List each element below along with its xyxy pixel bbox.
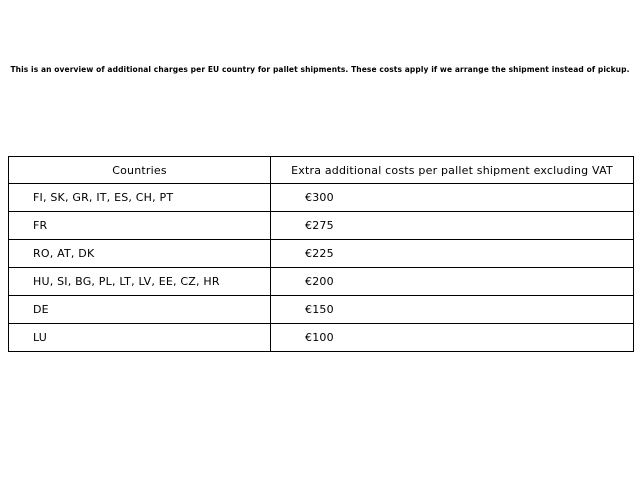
countries-cell: FR [9,212,271,240]
cost-cell: €100 [271,324,634,352]
header-countries: Countries [9,157,271,184]
charges-table [8,156,634,352]
cost-cell: €225 [271,240,634,268]
table-row [9,212,634,240]
countries-cell: RO, AT, DK [9,240,271,268]
countries-cell: FI, SK, GR, IT, ES, CH, PT [9,184,271,212]
table-row [9,296,634,324]
table-row [9,268,634,296]
cost-cell: €150 [271,296,634,324]
countries-cell: LU [9,324,271,352]
table-header-row [9,157,634,184]
table-row [9,240,634,268]
cost-cell: €275 [271,212,634,240]
table-row [9,184,634,212]
cost-cell: €300 [271,184,634,212]
table-row [9,324,634,352]
intro-text: This is an overview of additional charges per EU country for pallet shipments. These costs apply if we arrange the shipment instead of pickup. [10,65,630,74]
countries-cell: DE [9,296,271,324]
cost-cell: €200 [271,268,634,296]
header-costs: Extra additional costs per pallet shipment excluding VAT [271,157,634,184]
countries-cell: HU, SI, BG, PL, LT, LV, EE, CZ, HR [9,268,271,296]
